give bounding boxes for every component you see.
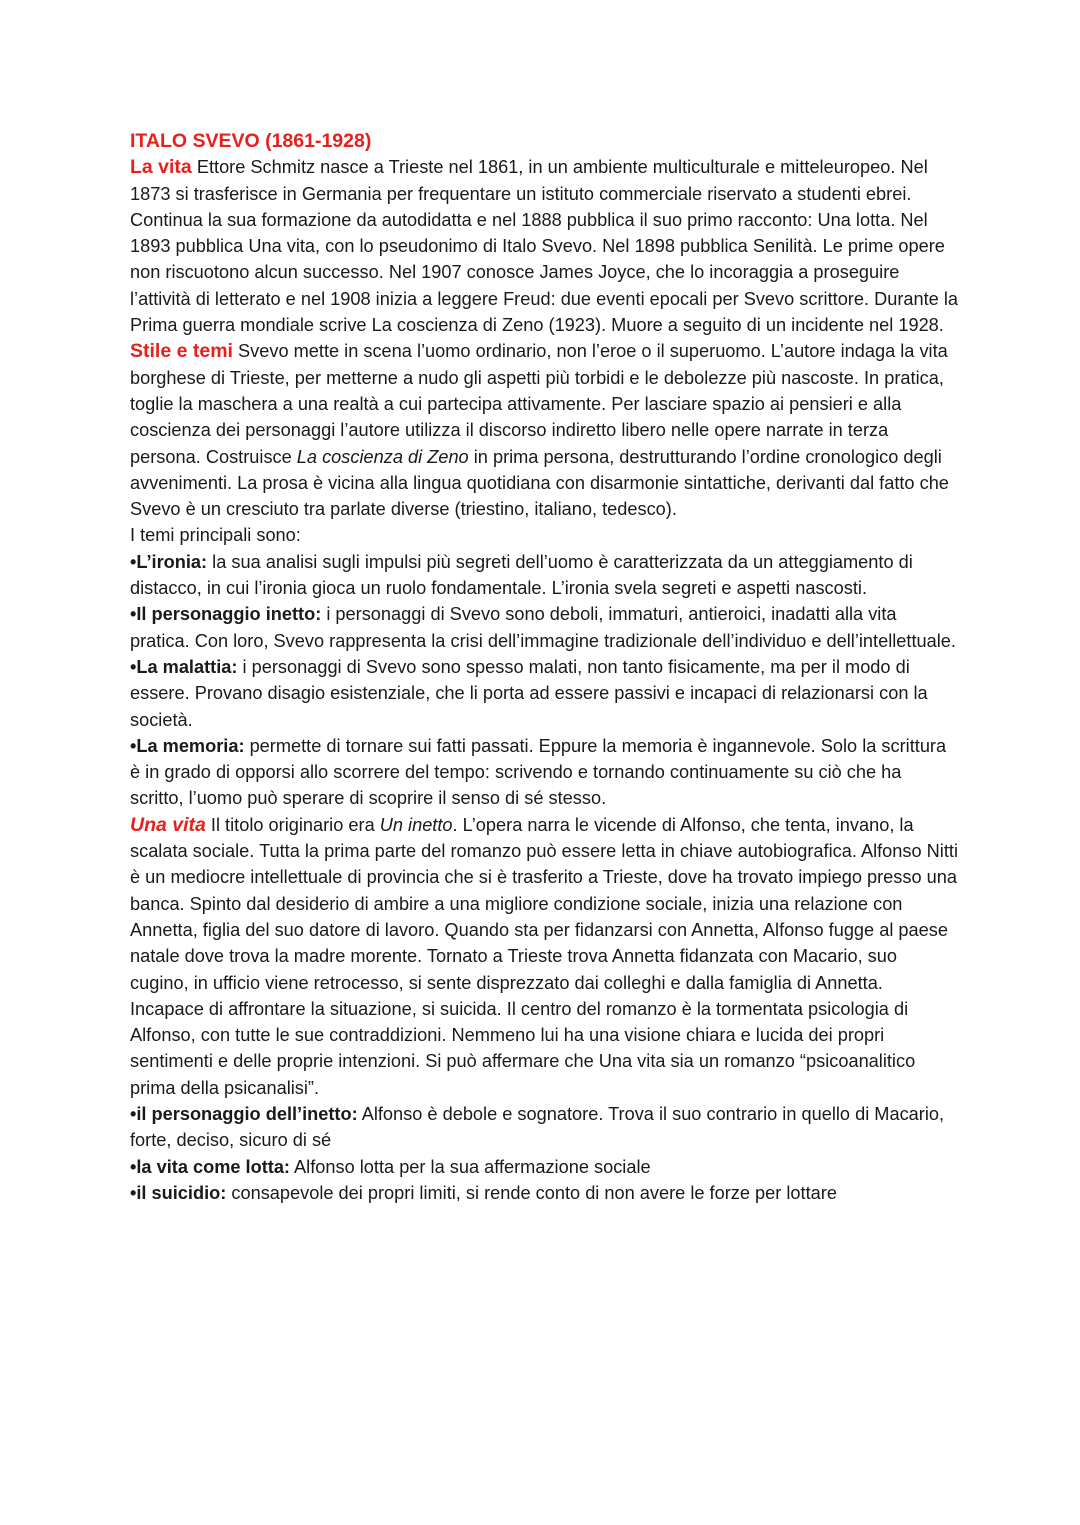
- tema-label: •La memoria:: [130, 735, 245, 756]
- vita-text: Ettore Schmitz nasce a Trieste nel 1861, in un ambiente multiculturale e mitteleuropeo. Nel 1873 si trasferisce in Germania per frequentare un istituto commerciale riservato a studenti ebrei. Continua la sua formazione da autodidatta e nel 1888 pubblica il suo primo racconto: Una lotta. Nel 1893 pubblica Una vita, con lo pseudonimo di Italo Svevo. Nel 1898 pubblica Senilità. Le prime opere non riscuotono alcun successo. Nel 1907 conosce James Joyce, che lo incoraggia a proseguire l’attività di letterato e nel 1908 inizia a leggere Freud: due eventi epocali per Svevo scrittore. Durante la Prima guerra mondiale scrive La coscienza di Zeno (1923). Muore a seguito di un incidente nel 1928.: [130, 157, 959, 336]
- section-una-vita: [130, 812, 960, 1101]
- tema-text: i personaggi di Svevo sono spesso malati, non tanto fisicamente, ma per il modo di essere. Provano disagio esistenziale, che li porta ad essere passivi e incapaci di relazionarsi con la società.: [130, 656, 928, 730]
- una-vita-tema-text: Alfonso è debole e sognatore. Trova il suo contrario in quello di Macario, forte, deciso, sicuro di sé: [130, 1103, 945, 1151]
- tema-item: [130, 601, 960, 654]
- tema-item: [130, 733, 960, 812]
- una-vita-heading: Una vita: [130, 813, 206, 836]
- una-vita-tema-label: •il personaggio dell’inetto:: [130, 1103, 358, 1124]
- tema-label: •L’ironia:: [130, 551, 208, 572]
- una-vita-tema-item: [130, 1180, 960, 1206]
- tema-item: [130, 654, 960, 733]
- una-vita-text-before: Il titolo originario era: [205, 814, 380, 835]
- tema-label: •La malattia:: [130, 656, 238, 677]
- una-vita-tema-item: [130, 1101, 960, 1154]
- vita-heading: La vita: [130, 156, 192, 179]
- section-vita: [130, 154, 960, 338]
- una-vita-tema-text: Alfonso lotta per la sua affermazione sociale: [290, 1156, 651, 1177]
- stile-text-before: Svevo mette in scena l’uomo ordinario, non l’eroe o il superuomo. L’autore indaga la vita borghese di Trieste, per metterne a nudo gli aspetti più torbidi e le debolezze più nascoste. In pratica, toglie la maschera a una realtà a cui partecipa attivamente. Per lasciare spazio ai pensieri e alla coscienza dei personaggi l’autore utilizza il discorso indiretto libero nelle opere narrate in terza persona. Costruisce: [130, 341, 948, 467]
- una-vita-text-after: . L’opera narra le vicende di Alfonso, che tenta, invano, la scalata sociale. Tutta la prima parte del romanzo può essere letta in chiave autobiografica. Alfonso Nitti è un mediocre intellettuale di provincia che si è trasferito a Trieste, dove ha trovato impiego presso una banca. Spinto dal desiderio di ambire a una migliore condizione sociale, inizia una relazione con Annetta, figlia del suo datore di lavoro. Quando sta per fidanzarsi con Annetta, Alfonso fugge al paese natale dove trova la madre morente. Tornato a Trieste trova Annetta fidanzata con Macario, suo cugino, in ufficio viene retrocesso, si sente disprezzato dai colleghi e dalla famiglia di Annetta. Incapace di affrontare la situazione, si suicida. Il centro del romanzo è la tormentata psicologia di Alfonso, con tutte le sue contraddizioni. Nemmeno lui ha una visione chiara e lucida dei propri sentimenti e delle proprie intenzioni. Si può affermare che Una vita sia un romanzo “psicoanalitico prima della psicanalisi”.: [130, 814, 958, 1098]
- stile-heading: Stile e temi: [130, 340, 233, 363]
- tema-text: la sua analisi sugli impulsi più segreti dell’uomo è caratterizzata da un atteggiamento di distacco, in cui l’ironia gioca un ruolo fondamentale. L’ironia svela segreti e aspetti nascosti.: [130, 551, 913, 599]
- section-stile: [130, 338, 960, 522]
- tema-text: i personaggi di Svevo sono deboli, immaturi, antieroici, inadatti alla vita pratica. Con loro, Svevo rappresenta la crisi dell’immagine tradizionale dell’individuo e dell’intellettuale.: [130, 604, 956, 651]
- stile-text-after: in prima persona, destrutturando l’ordine cronologico degli avvenimenti. La prosa è vicina alla lingua quotidiana con disarmonie sintattiche, derivanti dal fatto che Svevo è un cresciuto tra parlate diverse (triestino, italiano, tedesco).: [130, 446, 949, 520]
- notes-content: [130, 128, 960, 1206]
- una-vita-tema-label: •la vita come lotta:: [130, 1156, 290, 1177]
- document-title: ITALO SVEVO (1861-1928): [130, 130, 372, 152]
- una-vita-italic-title: Un inetto: [379, 814, 453, 835]
- tema-label: •Il personaggio inetto:: [130, 604, 322, 625]
- tema-item: [130, 549, 960, 602]
- una-vita-tema-item: [130, 1154, 960, 1180]
- una-vita-tema-text: consapevole dei propri limiti, si rende conto di non avere le forze per lottare: [226, 1182, 837, 1203]
- una-vita-tema-label: •il suicidio:: [130, 1182, 227, 1203]
- temi-intro: I temi principali sono:: [130, 525, 301, 546]
- tema-text: permette di tornare sui fatti passati. Eppure la memoria è ingannevole. Solo la scrittura è in grado di opporsi allo scorrere del tempo: scrivendo e tornando continuamente su ciò che ha scritto, l’uomo può sperare di scoprire il senso di sé stesso.: [130, 735, 947, 809]
- stile-italic-title: La coscienza di Zeno: [296, 446, 469, 467]
